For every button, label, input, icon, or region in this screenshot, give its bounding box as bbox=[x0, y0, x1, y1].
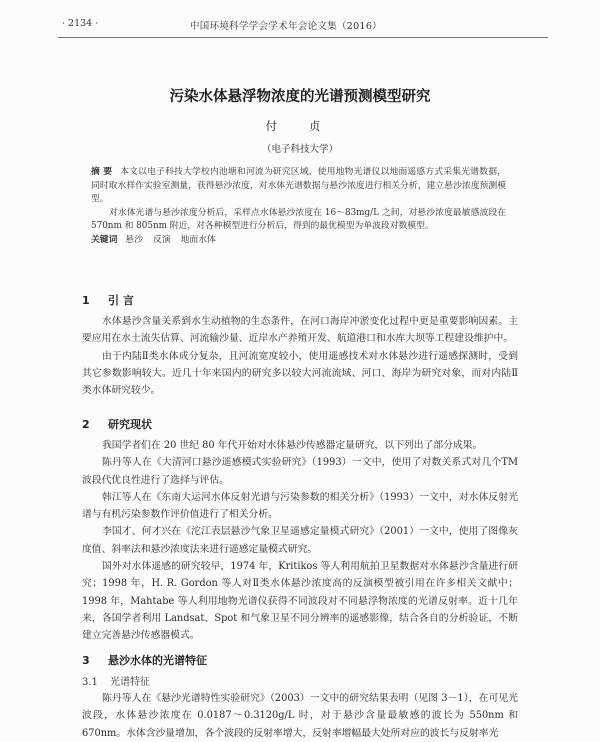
section-number: 1 bbox=[82, 294, 90, 307]
abstract-label: 摘 要 bbox=[91, 167, 113, 177]
section-heading-3 bbox=[82, 652, 207, 668]
abstract-paragraph-2: 对水体光谱与悬沙浓度分析后，采样点水体悬沙浓度在 16～83mg/L 之间，对悬沙浓度最敏感波段在 570nm 和 805nm 附近，对各种模型进行分析后，得到的最优模型为单波段对数模型。 bbox=[91, 207, 506, 231]
section-heading-2 bbox=[82, 416, 152, 432]
section-3-body bbox=[82, 690, 518, 742]
body-paragraph: 由于内陆Ⅱ类水体成分复杂，且河流宽度较小，使用遥感技术对水体悬沙进行遥感探测时，受到其它参数影响较大。近几十年来国内的研究多以较大河流流域、河口、海岸为研究对象，而对内陆Ⅱ类水体研究较少。 bbox=[82, 350, 518, 397]
body-paragraph: 李国才、何才兴在《沱江表层悬沙气象卫星遥感定量模式研究》（2001）一文中，使用了图像灰度值、斜率法和悬沙浓度法来进行遥感定量模式研究。 bbox=[82, 526, 518, 555]
page-number: · 2134 · bbox=[62, 18, 99, 29]
section-title: 悬沙水体的光谱特征 bbox=[108, 654, 207, 667]
section-heading-1 bbox=[82, 292, 134, 308]
keyword: 反演 bbox=[153, 234, 171, 245]
section-title: 研究现状 bbox=[108, 418, 152, 431]
abstract bbox=[91, 166, 506, 247]
keyword: 地面水体 bbox=[180, 234, 216, 245]
journal-name: 中国环境科学学会学术年会论文集（2016） bbox=[190, 21, 382, 32]
body-paragraph: 陈丹等人在《大清河口悬沙遥感模式实验研究》（1993）一文中，使用了对数关系式对几个TM 波段代优良性进行了选择与评估。 bbox=[82, 457, 518, 486]
abstract-text-1: 本文以电子科技大学校内池塘和河流为研究区域，使用地物光谱仪以地面遥感方式采集光谱数据，同时取水样作实验室测量，获得悬沙浓度，对水体光谱数据与悬沙浓度进行相关分析，建立悬沙浓度预测模型。 bbox=[91, 167, 506, 204]
subsection-title: 光谱特征 bbox=[110, 677, 150, 688]
body-paragraph: 韩江等人在《东南大运河水体反射光谱与污染参数的相关分析》（1993）一文中，对水体反射光谱与有机污染参数作评价值进行了相关分析。 bbox=[82, 491, 518, 521]
subsection-heading-3-1 bbox=[82, 673, 150, 688]
keywords-label: 关键词 bbox=[91, 234, 118, 245]
running-header bbox=[0, 12, 600, 32]
section-2-body bbox=[82, 437, 518, 645]
paper-title: 污染水体悬浮物浓度的光谱预测模型研究 bbox=[169, 89, 431, 105]
subsection-number: 3.1 bbox=[82, 677, 98, 688]
body-paragraph: 陈丹等人在《悬沙光谱特性实验研究》（2003）一文中的研究结果表明（见图 3－1），在可见光波段，水体悬沙浓度在 0.0187～0.3120g/L 时，对于悬沙含量最敏感的波长为 550nm 和 670nm。水体含沙量增加，各个波段的反射率增大，反射率增幅最大处所对应的波长与反射率光 bbox=[82, 693, 518, 739]
section-number: 2 bbox=[82, 418, 90, 431]
keywords bbox=[91, 234, 506, 248]
author-affiliation: （电子科技大学） bbox=[261, 144, 338, 155]
section-number: 3 bbox=[82, 654, 90, 667]
header-rule bbox=[58, 37, 548, 38]
section-title: 引 言 bbox=[108, 294, 134, 307]
abstract-paragraph-1 bbox=[91, 166, 506, 207]
body-paragraph: 我国学者们在 20 世纪 80 年代开始对水体悬沙传感器定量研究，以下列出了部分成果。 bbox=[102, 440, 483, 451]
body-paragraph: 国外对水体遥感的研究较早，1974 年，Kritikos 等人利用航拍卫星数据对水体悬沙含量进行研究；1998 年，H. R. Gordon 等人对Ⅱ类水体悬沙浓度高的反演模型被引用在许多相关文献中；1998 年，Mahtabe 等人利用地物光谱仪获得不同波段对不同悬浮物浓度的光谱反射率。近十几年来，各国学者利用 Landsat、Spot 和气象卫星不同分辨率的遥感影像，结合各自的分析验证，不断建立完善悬沙传感器模式。 bbox=[82, 561, 518, 642]
section-1-body bbox=[82, 313, 518, 399]
keyword: 悬沙 bbox=[125, 234, 144, 245]
body-paragraph: 水体悬沙含量关系到水生动植物的生态条件，在河口海岸冲淤变化过程中更是重要影响因素。主要应用在水土流失估算、河流输沙量、近岸水产养殖开发、航道港口和水库大坝等工程建设维护中。 bbox=[82, 316, 518, 345]
author-name: 付 贞 bbox=[265, 119, 335, 133]
